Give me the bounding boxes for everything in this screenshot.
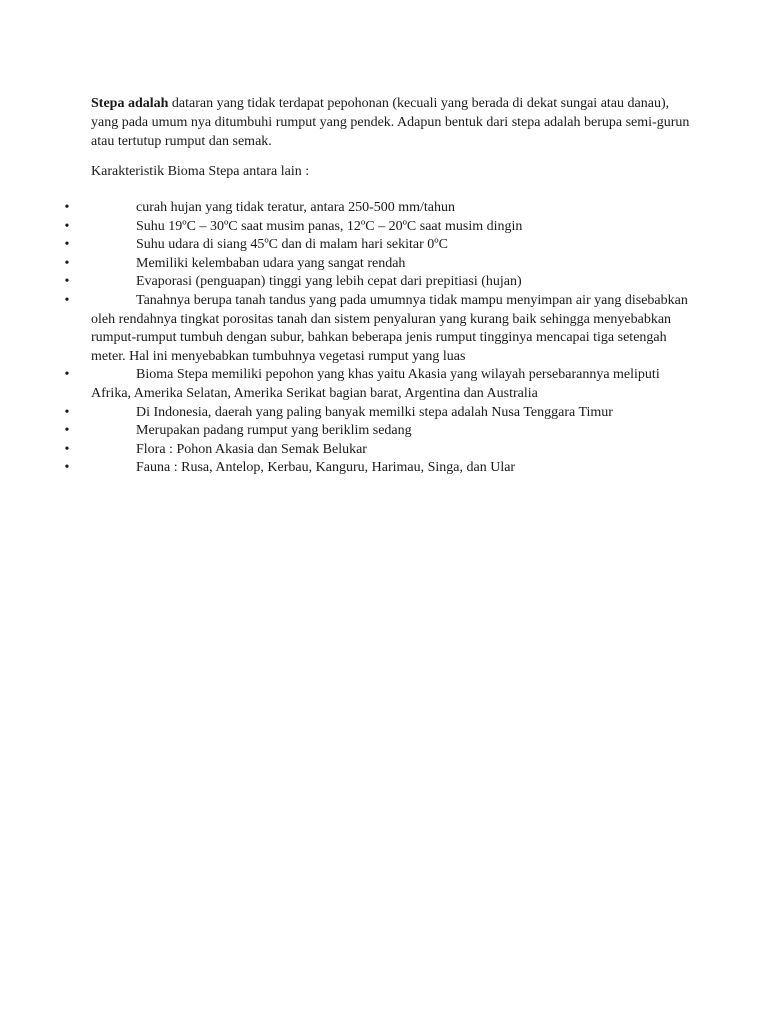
list-item	[0, 273, 691, 292]
bullet-icon: •	[64, 274, 70, 290]
list-item	[0, 236, 691, 255]
bullet-icon: •	[64, 367, 70, 383]
bullet-icon: •	[64, 200, 70, 215]
list-item	[0, 255, 691, 274]
characteristics-list	[0, 199, 768, 478]
list-item-text: Evaporasi (penguapan) tinggi yang lebih cepat dari prepitiasi (hujan)	[136, 274, 522, 290]
list-item-text: Merupakan padang rumput yang beriklim sedang	[136, 423, 412, 439]
list-item	[0, 292, 691, 366]
bullet-icon: •	[64, 218, 70, 234]
list-item	[0, 199, 691, 218]
list-item-text: Bioma Stepa memiliki pepohon yang khas yaitu Akasia yang wilayah persebarannya meliputi Afrika, Amerika Selatan, Amerika Serikat bagian barat, Argentina dan Australia	[91, 367, 660, 401]
list-item-text: Fauna : Rusa, Antelop, Kerbau, Kanguru, Harimau, Singa, dan Ular	[136, 460, 516, 476]
bullet-icon: •	[64, 255, 70, 271]
bullet-icon: •	[64, 441, 70, 457]
intro-text: dataran yang tidak terdapat pepohonan (kecuali yang berada di dekat sungai atau danau), yang pada umum nya ditumbuhi rumput yang pendek. Adapun bentuk dari stepa adalah berupa semi-gurun atau tertutup rumput dan semak.	[91, 96, 690, 149]
bullet-icon: •	[64, 460, 70, 476]
list-item	[0, 422, 691, 441]
list-item	[0, 366, 691, 403]
list-item	[0, 404, 691, 423]
list-item-text: Suhu 19ºC – 30ºC saat musim panas, 12ºC – 20ºC saat musim dingin	[136, 218, 523, 234]
intro-paragraph	[91, 94, 691, 151]
list-item-text: curah hujan yang tidak teratur, antara 250-500 mm/tahun	[136, 200, 455, 215]
list-item-text: Di Indonesia, daerah yang paling banyak memilki stepa adalah Nusa Tenggara Timur	[136, 404, 613, 420]
bullet-icon: •	[64, 404, 70, 420]
list-item-text: Memiliki kelembaban udara yang sangat rendah	[136, 255, 406, 271]
bullet-icon: •	[64, 423, 70, 439]
bullet-icon: •	[64, 292, 70, 308]
list-item-text: Tanahnya berupa tanah tandus yang pada umumnya tidak mampu menyimpan air yang disebabkan oleh rendahnya tingkat porositas tanah dan sistem penyaluran yang kurang baik sehingga menyebabkan rumput-rumput tumbuh dengan subur, bahkan beberapa jenis rumput tingginya mencapai tiga setengah meter. Hal ini menyebabkan tumbuhnya vegetasi rumput yang luas	[91, 292, 688, 364]
list-item-text: Suhu udara di siang 45ºC dan di malam hari sekitar 0ºC	[136, 237, 448, 253]
list-item-text: Flora : Pohon Akasia dan Semak Belukar	[136, 441, 367, 457]
intro-term: Stepa adalah	[91, 96, 169, 111]
list-item	[0, 459, 691, 478]
list-item	[0, 218, 691, 237]
bullet-icon: •	[64, 237, 70, 253]
list-item	[0, 441, 691, 460]
characteristics-heading: Karakteristik Bioma Stepa antara lain :	[91, 164, 310, 179]
